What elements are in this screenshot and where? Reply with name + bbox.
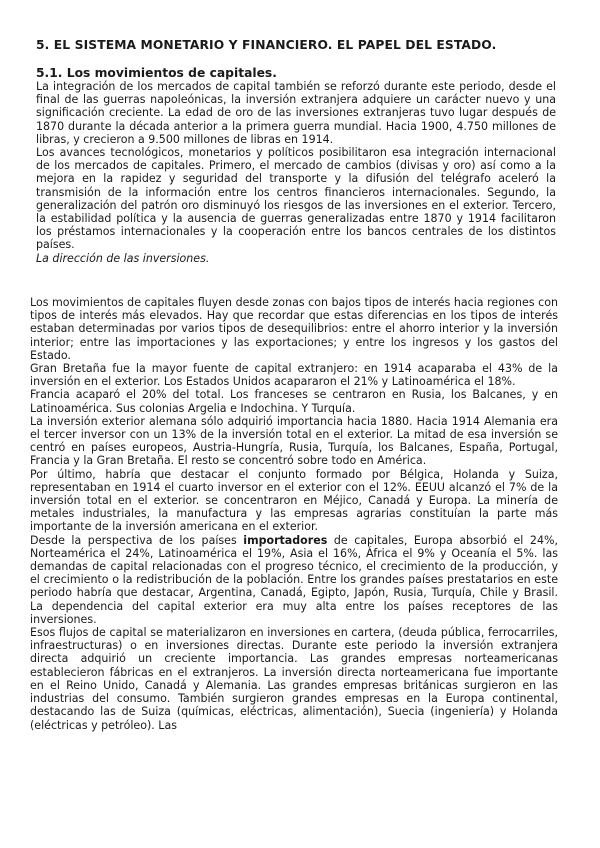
section-title: 5. EL SISTEMA MONETARIO Y FINANCIERO. EL PAPEL DEL ESTADO. (36, 38, 497, 52)
body-paragraph: Los movimientos de capitales fluyen desde zonas con bajos tipos de interés hacia regiones con tipos de interés más elevados. Hay que recordar que estas diferencias en los tipos de interés estaban determinadas por varios tipos de desequilibrios: entre el ahorro interior y la inversión interior; entre las importaciones y las exportaciones; y entre los ingresos y los gastos del Estado. (30, 296, 558, 362)
body-block (30, 296, 558, 732)
importers-text-before: Desde la perspectiva de los países (30, 533, 244, 547)
body-paragraph: Por último, habría que destacar el conjunto formado por Bélgica, Holanda y Suiza, representaban en 1914 el cuarto inversor en el exterior con el 12%. EEUU alcanzó el 7% de la inversión total en el exterior. se concentraron en Méjico, Canadá y Europa. La minería de metales industriales, la manufactura y las empresas agrarias constituían la parte más importante de la inversión americana en el exterior. (30, 467, 558, 534)
intro-paragraph: La integración de los mercados de capital también se reforzó durante este periodo, desde el final de las guerras napoleónicas, la inversión extranjera adquiere un carácter nuevo y una significación creciente. La edad de oro de las inversiones extranjeras tuvo lugar después de 1870 durante la década anterior a la primera guerra mundial. Hacia 1900, 4.750 millones de libras, y crecieron a 9.500 millones de libras en 1914. (36, 80, 556, 146)
intro-block (36, 80, 556, 265)
importers-paragraph (30, 534, 558, 626)
direction-heading: La dirección de las inversiones. (36, 251, 210, 265)
body-paragraph: La inversión exterior alemana sólo adquirió importancia hacia 1880. Hacia 1914 Alemania era el tercer inversor con un 13% de la inversión total en el exterior. La mitad de esa inversión se centró en países europeos, Austria-Hungría, Rusia, Turquía, los Balcanes, España, Portugal, Francia y la Gran Bretaña. El resto se concentró sobre todo en América. (30, 414, 558, 468)
closing-paragraph: Esos flujos de capital se materializaron en inversiones en cartera, (deuda pública, ferrocarriles, infraestructuras) o en inversiones directas. Durante este periodo la inversión extranjera directa adquirió un creciente importancia. Las grandes empresas norteamericanas establecieron fábricas en el extranjeros. La inversión directa norteamericana fue importante en el Reino Unido, Canadá y Alemania. Las grandes empresas británicas surgieron en las industrias del consumo. También surgieron grandes empresas en la Europa continental, destacando las de Suiza (químicas, eléctricas, alimentación), Suecia (ingeniería) y Holanda (eléctricas y petróleo). Las (30, 626, 558, 732)
importers-keyword: importadores (243, 533, 328, 547)
body-paragraph: Francia acaparó el 20% del total. Los franceses se centraron en Rusia, los Balcanes, y en Latinoamérica. Sus colonias Argelia e Indochina. Y Turquía. (30, 388, 558, 415)
subsection-title: 5.1. Los movimientos de capitales. (36, 66, 277, 80)
importers-text-after: de capitales, Europa absorbió el 24%, Norteamérica el 24%, Latinoamérica el 19%, Asia el 16%, África el 9% y Oceanía el 5%. las demandas de capital relacionadas con el progreso técnico, el crecimiento de la producción, y el crecimiento o la redistribución de la población. Entre los grandes países prestatarios en este periodo habría que destacar, Argentina, Canadá, Egipto, Japón, Rusia, Turquía, Chile y Brasil. La dependencia del capital exterior era muy alta entre los países receptores de las inversiones. (30, 533, 558, 626)
body-paragraph: Gran Bretaña fue la mayor fuente de capital extranjero: en 1914 acaparaba el 43% de la inversión en el exterior. Los Estados Unidos acapararon el 21% y Latinoamérica el 18%. (30, 362, 558, 389)
intro-paragraph: Los avances tecnológicos, monetarios y políticos posibilitaron esa integración internacional de los mercados de capitales. Primero, el mercado de cambios (divisas y oro) así como a la mejora en la rapidez y seguridad del transporte y la difusión del telégrafo aceleró la transmisión de la información entre los centros financieros internacionales. Segundo, la generalización del patrón oro disminuyó los riesgos de las inversiones en el exterior. Tercero, la estabilidad política y la ausencia de guerras generalizadas entre 1870 y 1914 facilitaron los préstamos internacionales y la cooperación entre los bancos centrales de los distintos países. (36, 146, 556, 252)
